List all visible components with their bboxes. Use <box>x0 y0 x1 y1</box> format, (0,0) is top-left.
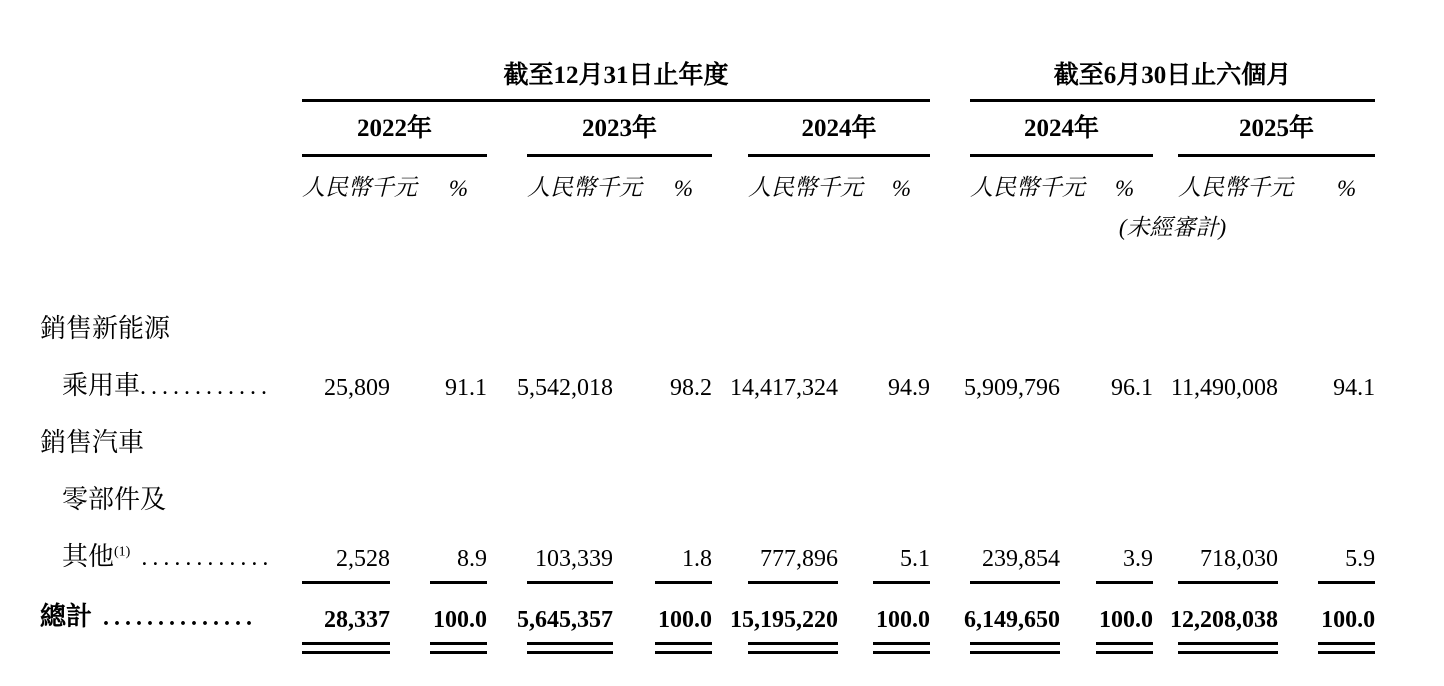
value-cell <box>655 583 712 653</box>
revenue-breakdown-table <box>40 55 1375 654</box>
unit-header: 人民幣千元 <box>970 174 1086 200</box>
spacer-cell <box>930 526 970 583</box>
total-value: 5,645,357 <box>527 607 613 645</box>
percent-header: % <box>891 175 912 201</box>
spacer-cell <box>712 526 748 583</box>
value-cell <box>730 583 838 653</box>
value-cell: 14,417,324 <box>730 374 838 401</box>
value-cell: 94.9 <box>888 374 931 401</box>
value-cell <box>873 583 930 653</box>
spacer-cell <box>390 355 430 412</box>
row-others <box>40 526 1375 583</box>
spacer-cell <box>1153 101 1178 156</box>
spacer-cell <box>613 526 655 583</box>
total-value: 100.0 <box>1318 607 1375 645</box>
spacer-cell <box>838 526 873 583</box>
year-header-2024-annual: 2024年 <box>748 101 930 156</box>
spacer-cell <box>838 355 873 412</box>
unit-header: 人民幣千元 <box>302 174 417 200</box>
value-cell: 5.9 <box>1318 526 1375 583</box>
spacer-cell <box>40 156 302 206</box>
dot-leader: .............. <box>92 604 258 631</box>
percent-header: % <box>673 175 694 201</box>
year-header-2024-interim: 2024年 <box>970 101 1153 156</box>
spacer-cell <box>40 101 302 156</box>
spacer-cell <box>40 206 970 246</box>
spacer-cell <box>613 355 655 412</box>
value-cell <box>302 583 390 653</box>
spacer-row <box>40 246 1375 298</box>
value-cell: 96.1 <box>1111 374 1154 401</box>
unit-header: 人民幣千元 <box>527 174 642 200</box>
section-header-row <box>40 55 1375 101</box>
value-cell: 5,909,796 <box>964 374 1061 401</box>
spacer-cell <box>1153 156 1178 206</box>
value-cell: 718,030 <box>1178 526 1278 583</box>
row-label-text: 總計 <box>40 601 93 631</box>
year-header-2025-interim: 2025年 <box>1178 101 1375 156</box>
spacer-cell <box>40 246 1375 298</box>
row-total <box>40 583 1375 653</box>
unit-header: 人民幣千元 <box>748 174 863 200</box>
value-cell: 239,854 <box>970 526 1060 583</box>
row-label-text: 乘用車 <box>62 370 141 400</box>
value-cell: 777,896 <box>748 526 838 583</box>
spacer-cell <box>1153 526 1178 583</box>
dot-leader: ............ <box>140 373 273 400</box>
value-cell <box>1096 583 1153 653</box>
value-cell: 11,490,008 <box>1170 374 1279 401</box>
total-value: 28,337 <box>302 607 390 645</box>
spacer-cell <box>1060 526 1096 583</box>
row-label: 銷售汽車 <box>40 427 145 457</box>
spacer-cell <box>712 101 748 156</box>
total-value: 15,195,220 <box>748 607 838 645</box>
unaudited-note-row <box>40 206 1375 246</box>
spacer-cell <box>487 526 527 583</box>
row-label-text: 其他 <box>62 541 115 571</box>
spacer-cell <box>1278 583 1318 653</box>
total-value: 100.0 <box>1096 607 1153 645</box>
spacer-cell <box>838 583 873 653</box>
year-header-2022: 2022年 <box>302 101 487 156</box>
percent-header: % <box>448 175 469 201</box>
unit-header: 人民幣千元 <box>1178 174 1294 200</box>
value-cell: 3.9 <box>1096 526 1153 583</box>
annual-period-header: 截至12月31日止年度 <box>302 55 930 101</box>
value-cell: 5,542,018 <box>517 374 613 401</box>
spacer-cell <box>1278 355 1318 412</box>
value-cell <box>517 583 613 653</box>
row-label: 零部件及 <box>62 484 167 514</box>
spacer-cell <box>390 583 430 653</box>
percent-header: % <box>1114 175 1135 201</box>
spacer-cell <box>613 583 655 653</box>
spacer-cell <box>1278 526 1318 583</box>
value-cell: 8.9 <box>430 526 487 583</box>
total-value: 6,149,650 <box>970 607 1060 645</box>
dot-leader: ............ <box>130 544 274 571</box>
spacer-cell <box>930 156 970 206</box>
row-label <box>40 583 302 653</box>
spacer-cell <box>930 55 970 101</box>
row-label <box>40 355 302 412</box>
value-cell <box>964 583 1061 653</box>
value-cell <box>1318 583 1375 653</box>
unaudited-note: (未經審計) <box>1118 215 1227 240</box>
row-label <box>40 526 302 583</box>
value-cell: 98.2 <box>670 374 712 401</box>
value-cell: 5.1 <box>873 526 930 583</box>
interim-period-header: 截至6月30日止六個月 <box>970 55 1375 101</box>
total-value: 12,208,038 <box>1178 607 1278 645</box>
value-cell: 2,528 <box>302 526 390 583</box>
spacer-cell <box>390 526 430 583</box>
year-header-2023: 2023年 <box>527 101 712 156</box>
spacer-cell <box>487 156 527 206</box>
spacer-cell <box>930 101 970 156</box>
value-cell: 25,809 <box>324 374 390 401</box>
total-value: 100.0 <box>655 607 712 645</box>
total-value: 100.0 <box>873 607 930 645</box>
footnote-marker: (1) <box>114 543 131 559</box>
spacer-cell <box>487 101 527 156</box>
value-cell <box>1170 583 1279 653</box>
spacer-cell <box>40 55 302 101</box>
value-cell: 94.1 <box>1333 374 1376 401</box>
value-cell: 103,339 <box>527 526 613 583</box>
row-label-sales-auto <box>40 412 1375 469</box>
value-cell: 1.8 <box>655 526 712 583</box>
value-cell <box>430 583 487 653</box>
row-label-sales-nev <box>40 298 1375 355</box>
spacer-cell <box>712 156 748 206</box>
percent-header: % <box>1336 175 1357 201</box>
spacer-cell <box>1060 583 1096 653</box>
year-header-row <box>40 101 1375 156</box>
spacer-cell <box>1060 355 1096 412</box>
total-value: 100.0 <box>430 607 487 645</box>
value-cell: 91.1 <box>445 374 487 401</box>
unit-header-row <box>40 156 1375 206</box>
row-nev-passenger-vehicles <box>40 355 1375 412</box>
row-label-parts-and <box>40 469 1375 526</box>
row-label: 銷售新能源 <box>40 313 171 343</box>
